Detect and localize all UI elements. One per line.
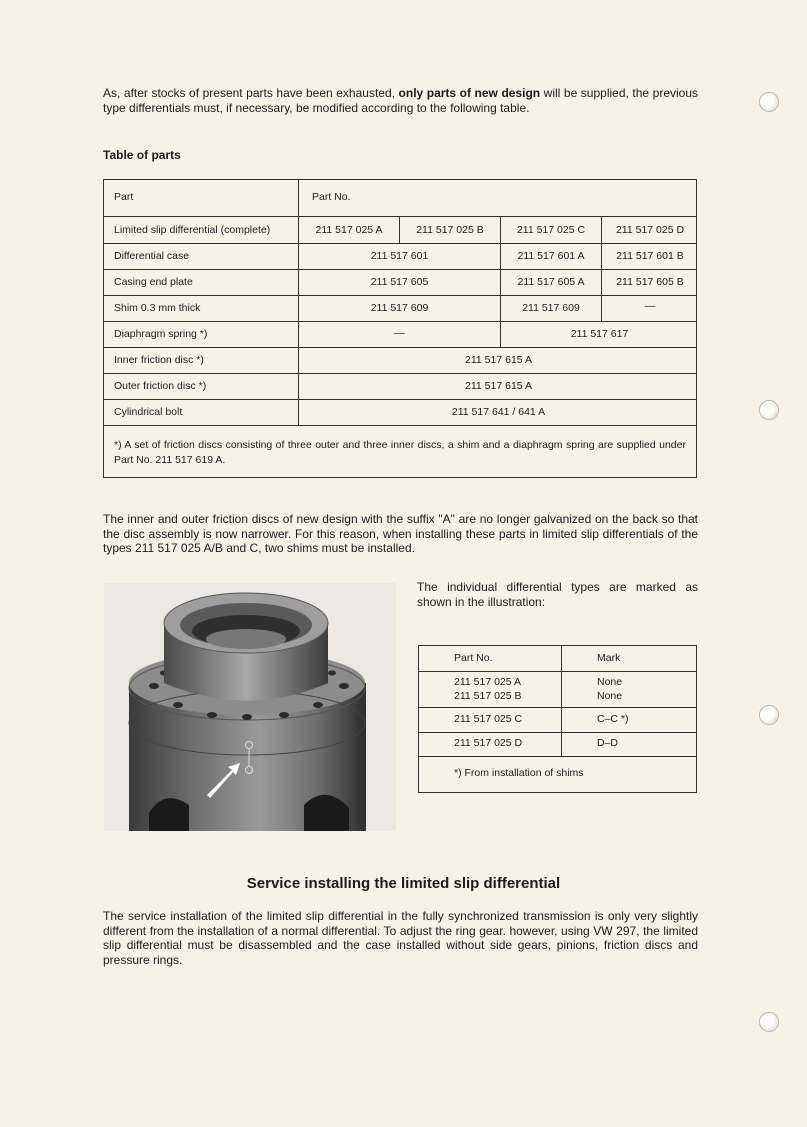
- part-name: Shim 0.3 mm thick: [114, 302, 201, 314]
- part-number: 211 517 615 A: [465, 380, 532, 392]
- header-part-no: Part No.: [312, 191, 351, 203]
- part-number: 211 517 601: [370, 250, 429, 262]
- marks-part-number: 211 517 025 C: [454, 713, 523, 725]
- parts-table: [103, 179, 697, 478]
- part-number: 211 517 641 / 641 A: [451, 406, 546, 418]
- part-name: Diaphragm spring *): [114, 328, 208, 340]
- service-installation-paragraph: The service installation of the limited slip differential in the fully synchronized transmission is only very slightly different from the installation of a normal differential. To adjust the ring gear. however, using VW 297, the limited slip differential must be disassembled and the case installed without side gears, pinions, friction discs and pressure rings.: [103, 909, 698, 967]
- part-number: 211 517 025 D: [615, 224, 685, 236]
- part-name: Outer friction disc *): [114, 380, 207, 392]
- part-number: 211 517 605 A: [517, 276, 585, 288]
- intro-text-end: will be supplied, the previous type differentials must, if necessary, be modified according to the following table.: [103, 86, 699, 115]
- part-name: Casing end plate: [114, 276, 193, 288]
- part-number: 211 517 609: [370, 302, 429, 314]
- binder-hole: [759, 1012, 779, 1032]
- binder-hole: [759, 705, 779, 725]
- part-number: 211 517 601 B: [616, 250, 684, 262]
- part-number: —: [644, 300, 656, 312]
- intro-paragraph: [103, 86, 698, 115]
- part-number: 211 517 617: [570, 328, 629, 340]
- part-number: 211 517 605: [370, 276, 429, 288]
- section-title: Service installing the limited slip differential: [246, 875, 561, 892]
- part-name: Limited slip differential (complete): [114, 224, 271, 236]
- marks-header-mark: Mark: [597, 652, 621, 664]
- part-number: 211 517 601 A: [517, 250, 585, 262]
- part-number: 211 517 605 B: [616, 276, 684, 288]
- marks-part-number: 211 517 025 B: [454, 690, 522, 702]
- part-number: 211 517 025 B: [416, 224, 484, 236]
- header-part: Part: [114, 191, 134, 203]
- marks-mark: None: [597, 690, 623, 702]
- marks-mark: None: [597, 676, 623, 688]
- marks-intro: The individual differential types are marked as shown in the illustration:: [417, 580, 698, 609]
- marks-header-part-no: Part No.: [454, 652, 493, 664]
- marks-table: [418, 645, 697, 793]
- part-number: —: [394, 327, 405, 339]
- table-title: Table of parts: [103, 148, 181, 162]
- marks-part-number: 211 517 025 D: [454, 737, 523, 749]
- parts-footnote: *) A set of friction discs consisting of three outer and three inner discs, a shim and a diaphragm spring are supplied under Part No. 211 517 619 A.: [114, 439, 686, 466]
- part-number: 211 517 025 C: [516, 224, 586, 236]
- paragraph-friction-discs: The inner and outer friction discs of new design with the suffix "A" are no longer galvanized on the back so that the disc assembly is now narrower. For this reason, when installing these parts in limited slip differentials of the types 211 517 025 A/B and C, two shims must be installed.: [103, 512, 698, 555]
- part-name: Inner friction disc *): [114, 354, 204, 366]
- binder-hole: [759, 400, 779, 420]
- intro-text-start: As, after stocks of present parts have been exhausted,: [103, 86, 399, 100]
- marks-footnote: *) From installation of shims: [454, 767, 584, 779]
- marks-part-number: 211 517 025 A: [454, 676, 521, 688]
- binder-hole: [759, 92, 779, 112]
- part-number: 211 517 615 A: [465, 354, 532, 366]
- differential-photo: [104, 583, 396, 831]
- marks-mark: C–C *): [597, 713, 629, 725]
- part-name: Differential case: [114, 250, 190, 262]
- part-number: 211 517 025 A: [315, 224, 383, 236]
- part-name: Cylindrical bolt: [114, 406, 183, 418]
- marks-mark: D–D: [597, 737, 619, 749]
- part-number: 211 517 609: [522, 302, 580, 314]
- intro-text-bold: only parts of new design: [398, 86, 541, 100]
